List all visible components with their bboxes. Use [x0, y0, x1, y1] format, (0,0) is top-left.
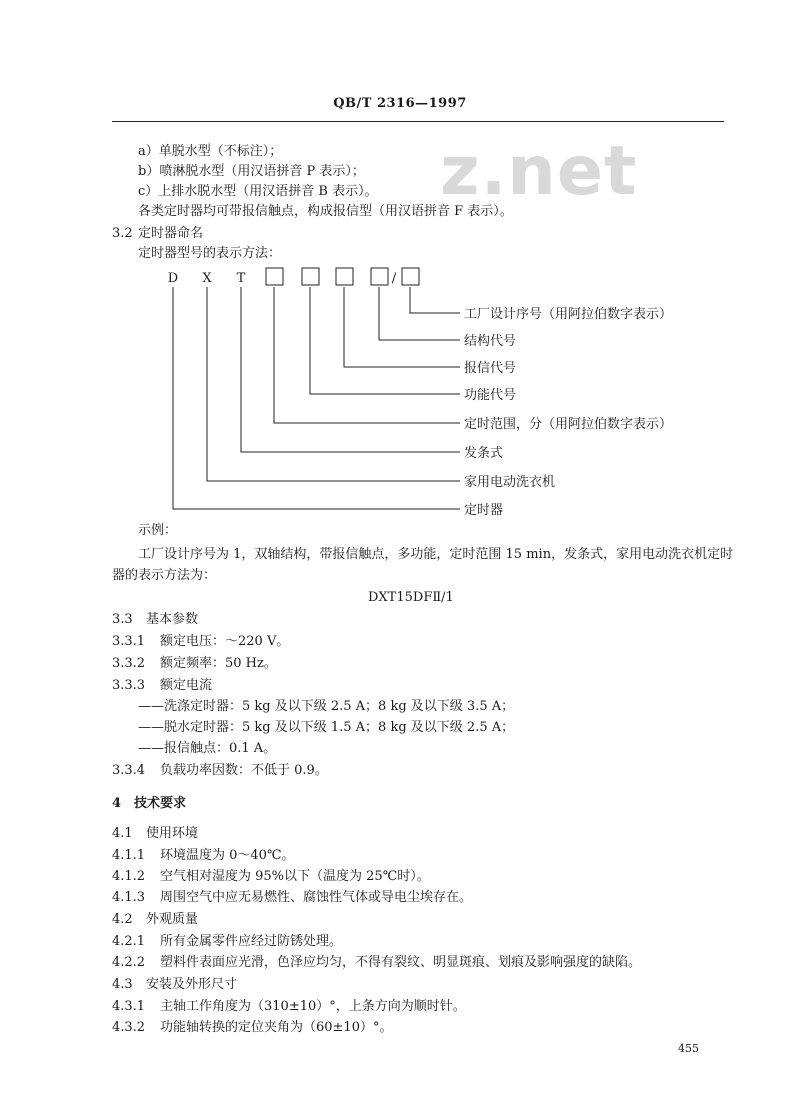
- item-4-3-1-number: 4.3.1: [112, 999, 146, 1014]
- leader-line-3: [344, 287, 460, 367]
- leader-line-1: [410, 287, 460, 313]
- diagram-box-1: [266, 268, 283, 285]
- item-4-1-2-number: 4.1.2: [112, 869, 146, 884]
- diagram-box-4: [371, 268, 388, 285]
- item-4-1-1-number: 4.1.1: [112, 848, 146, 863]
- diagram-box-2: [302, 268, 319, 285]
- item-3-3-2-text: 额定频率：50 Hz。: [160, 656, 277, 671]
- example-code: DXT15DFⅡ/1: [368, 590, 454, 605]
- diagram-slash: /: [391, 271, 397, 286]
- item-3-3-1-text: 额定电压：～220 V。: [160, 634, 290, 649]
- current-spin-timer: ——脱水定时器：5 kg 及以下级 1.5 A；8 kg 及以下级 2.5 A；: [138, 720, 515, 735]
- list-item-c: c）上排水脱水型（用汉语拼音 B 表示）。: [138, 184, 378, 199]
- watermark: z.net: [440, 132, 638, 211]
- item-3-3-1-number: 3.3.1: [112, 634, 146, 649]
- diagram-label-structure: 结构代号: [464, 334, 517, 349]
- current-wash-timer: ——洗涤定时器：5 kg 及以下级 2.5 A；8 kg 及以下级 3.5 A；: [138, 699, 515, 714]
- section-3-3-number: 3.3: [112, 612, 133, 627]
- leader-line-8: [173, 287, 460, 509]
- diagram-label-serial: 工厂设计序号（用阿拉伯数字表示）: [464, 307, 673, 322]
- item-4-3-1-text: 主轴工作角度为（310±10）°，上条方向为顺时针。: [160, 999, 466, 1014]
- diagram-box-5: [402, 268, 419, 285]
- item-4-3-2-text: 功能轴转换的定位夹角为（60±10）°。: [160, 1020, 393, 1035]
- item-4-3-2-number: 4.3.2: [112, 1020, 146, 1035]
- item-4-2-2-number: 4.2.2: [112, 955, 146, 970]
- section-3-3-title: 基本参数: [146, 612, 199, 627]
- item-4-2-1-number: 4.2.1: [112, 934, 146, 949]
- section-4-3-title: 安装及外形尺寸: [146, 977, 238, 992]
- item-3-3-2-number: 3.3.2: [112, 656, 146, 671]
- signal-type-note: 各类定时器均可带报信触点，构成报信型（用汉语拼音 F 表示）。: [138, 204, 513, 219]
- item-4-2-2-text: 塑料件表面应光滑，色泽应均匀，不得有裂纹、明显斑痕、划痕及影响强度的缺陷。: [160, 955, 642, 970]
- document-code-header: QB/T 2316—1997: [333, 96, 467, 111]
- section-3-2-title: 定时器命名: [138, 226, 204, 241]
- page-number: 455: [678, 1042, 699, 1055]
- diagram-letter-x: X: [202, 271, 212, 286]
- section-4-2-number: 4.2: [112, 912, 133, 927]
- leader-line-5: [274, 287, 460, 423]
- diagram-label-function: 功能代号: [464, 388, 517, 403]
- diagram-label-signal: 报信代号: [464, 361, 517, 376]
- diagram-letter-t: T: [236, 271, 246, 286]
- diagram-box-3: [336, 268, 353, 285]
- list-item-a: a）单脱水型（不标注）；: [138, 144, 283, 159]
- section-4-number: 4: [112, 796, 122, 811]
- item-3-3-3-text: 额定电流: [160, 678, 213, 693]
- item-4-1-2-text: 空气相对湿度为 95%以下（温度为 25℃时）。: [160, 869, 430, 884]
- current-signal-contact: ——报信触点：0.1 A。: [138, 741, 277, 756]
- item-3-3-4-text: 负载功率因数：不低于 0.9。: [160, 763, 328, 778]
- diagram-label-washer: 家用电动洗衣机: [464, 475, 556, 490]
- example-line-2: 器的表示方法为：: [112, 568, 217, 583]
- diagram-label-timer: 定时器: [464, 503, 504, 518]
- section-3-2-intro: 定时器型号的表示方法：: [138, 246, 282, 261]
- diagram-letter-d: D: [167, 271, 179, 286]
- item-3-3-3-number: 3.3.3: [112, 678, 146, 693]
- item-4-1-1-text: 环境温度为 0～40℃。: [160, 848, 295, 863]
- example-heading: 示例：: [138, 523, 178, 538]
- item-4-1-3-text: 周围空气中应无易燃性、腐蚀性气体或导电尘埃存在。: [160, 890, 473, 905]
- section-4-1-title: 使用环境: [146, 826, 199, 841]
- section-3-2-number: 3.2: [112, 226, 133, 241]
- example-line-1: 工厂设计序号为 1，双轴结构，带报信触点，多功能，定时范围 15 min，发条式，家用电动洗衣机定时: [138, 547, 734, 562]
- item-3-3-4-number: 3.3.4: [112, 763, 146, 778]
- list-item-b: b）喷淋脱水型（用汉语拼音 P 表示）；: [138, 164, 365, 179]
- item-4-1-3-number: 4.1.3: [112, 890, 146, 905]
- section-4-1-number: 4.1: [112, 826, 133, 841]
- section-4-title: 技术要求: [134, 796, 187, 811]
- diagram-label-range: 定时范围，分（用阿拉伯数字表示）: [464, 417, 673, 432]
- section-4-3-number: 4.3: [112, 977, 133, 992]
- section-4-2-title: 外观质量: [146, 912, 199, 927]
- diagram-label-spring: 发条式: [464, 446, 504, 461]
- item-4-2-1-text: 所有金属零件应经过防锈处理。: [160, 934, 343, 949]
